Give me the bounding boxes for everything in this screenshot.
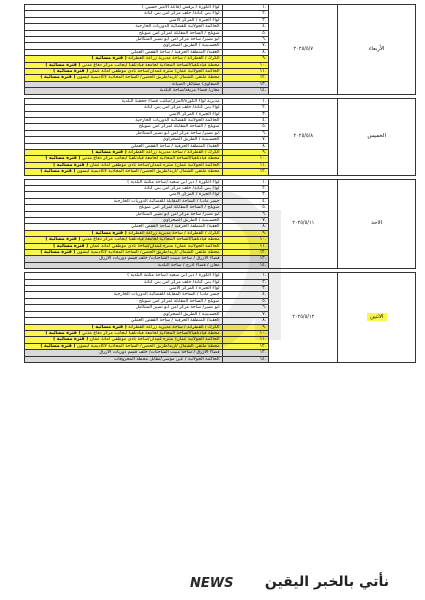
location-text: أبو نصير/ ساحة مركز امن أبو نصير المتكامل	[135, 211, 220, 217]
location-text: صويلح / الساحة المقابلة لمركز امن صويلح	[138, 298, 220, 304]
day-cell	[338, 98, 416, 175]
location-text: أبو نصير/ ساحة مركز امن أبو نصير المتكامل	[135, 37, 220, 43]
schedule-sheet	[24, 4, 416, 363]
location-text: الحاكمة الجولانية للقضائية الدوريات الخارجية	[135, 24, 220, 30]
day-name: الخميس	[367, 132, 387, 139]
row-number: .١١	[222, 337, 269, 343]
location-text: الكرك / القطرانة / ساحة مديرية زراعة القطرانة	[128, 149, 220, 155]
location-text: محطة قيادتلفيا/الساحة المحاذية لجامعة قيادتلفيا /بجانب مركز دفاع مدني	[81, 237, 220, 243]
row-number: .٥	[222, 124, 269, 130]
row-number: .٦	[222, 305, 269, 311]
location-text: قضاء الأزرق / ساحة مبيت الشاحنات/ خلف قسم دوريات الأزرق	[99, 350, 220, 356]
date-cell: ٢٠٢٥/٥/٧	[269, 5, 338, 95]
row-number: .٢	[222, 105, 269, 111]
location-text: الحاكمة الجولانية عمان/ متنزه غمدان/ساحة نادي موظفي أمانة عمان	[89, 69, 220, 75]
row-number: .٤	[222, 24, 269, 30]
row-number: .٧	[222, 218, 269, 224]
watermark-slogan: نأتي بالخبر اليقين	[264, 574, 389, 590]
location-cell	[25, 237, 223, 243]
row-number: .١١	[222, 69, 269, 75]
row-number: .٦	[222, 130, 269, 136]
location-text: لواء بني كنانة/ خلف مركز امن بني كنانة	[144, 185, 220, 191]
location-text: محطة ملتقى الشمال /اربد/طريق الحصن/ الساحة المحاذية لأكاديمية ايسون	[76, 75, 220, 81]
evening-period-label: ( فترة مسائية )	[53, 337, 89, 343]
location-text: لواء الجيزة / المركز الأمني	[168, 286, 220, 292]
schedule-table	[24, 4, 416, 363]
date-cell: ٢٠٢٥/٥/١٢	[269, 273, 338, 363]
evening-period-label: ( فترة مسائية )	[40, 169, 76, 175]
row-number: .١٠	[222, 156, 269, 162]
location-text: الكرك / القطرانة / ساحة مديرية زراعة القطرانة	[128, 324, 220, 330]
location-text: قضاء الأزرق / ساحة مبيت الشاحنات/ خلف قسم دوريات الأزرق	[99, 256, 220, 262]
location-text: أبو نصير/ ساحة مركز امن أبو نصير المتكامل	[135, 305, 220, 311]
row-number: .٣	[222, 192, 269, 198]
location-text: صويلح / الساحة المقابلة لمركز امن صويلح	[138, 205, 220, 211]
location-text: محطة ملتقى الشمال /اربد/طريق الحصن/ الساحة المحاذية لأكاديمية ايسون	[76, 343, 220, 349]
row-number: .١١	[222, 162, 269, 168]
location-text: لواء الكورة / برقش (قاعة الأمير حسين )	[142, 5, 220, 10]
row-number: .٢	[222, 11, 269, 17]
row-number: .٧	[222, 43, 269, 49]
location-text: الحاكمة الجولانية / عين موسى/مقابل محطة المحروقات	[113, 356, 220, 362]
location-cell	[25, 62, 223, 68]
schedule-body	[25, 5, 416, 363]
evening-period-label: ( فترة مسائية )	[91, 149, 127, 155]
row-number: .١	[222, 273, 269, 279]
location-text: جسر مادبا / الساحة المقابلة للقضائية الدوريات الخارجية	[113, 292, 220, 298]
location-text: الحسـينية / الطريق الصحراوي	[162, 43, 220, 49]
location-text: محطة قيادتلفيا/الساحة المحاذية لجامعة قيادتلفيا /بجانب مركز دفاع مدني	[81, 156, 220, 162]
evening-period-label: ( فترة مسائية )	[91, 56, 127, 62]
row-number: .٣	[222, 17, 269, 23]
row-number: .٩	[222, 56, 269, 62]
row-number: .١٣	[222, 256, 269, 262]
location-text: الحسـينية / الطريق الصحراوي	[162, 311, 220, 317]
evening-period-label: ( فترة مسائية )	[45, 156, 81, 162]
location-text: لواء الكورة / دير أبي سعيد (ساحة مكتبة البلدية )	[127, 179, 220, 185]
location-text: محطة ملتقى الشمال /اربد/طريق الحصن/ الساحة المحاذية لأكاديمية ايسون	[76, 250, 220, 256]
row-number: .٢	[222, 185, 269, 191]
row-number: .٣	[222, 111, 269, 117]
row-number: .٩	[222, 230, 269, 236]
location-text: لواء الجيزة / المركز الأمني	[168, 192, 220, 198]
location-text: محطة قيادتلفيا/الساحة المحاذية لجامعة قيادتلفيا /بجانب مركز دفاع مدني	[81, 62, 220, 68]
row-number: .١	[222, 5, 269, 11]
row-number: .١٢	[222, 250, 269, 256]
row-number: .٦	[222, 37, 269, 43]
location-text: الصفاوي/ مشاغل الصيانة	[171, 81, 220, 87]
location-text: العقبة/ المنطقة الحرفية / ساحة القفص العملي	[130, 49, 220, 55]
row-number: .١٤	[222, 262, 269, 268]
location-text: جسر مادبا / الساحة المقابلة للقضائية الدوريات الخارجية	[113, 198, 220, 204]
row-number: .١٣	[222, 350, 269, 356]
row-number: .٤	[222, 292, 269, 298]
location-text: لواء بني كنانة/ خلف مركز امن بني كنانة	[144, 11, 220, 17]
location-text: معان / قضاء اذرح / ساحة البلدية	[157, 262, 220, 268]
location-text: محطة ملتقى الشمال /اربد/طريق الحصن/ الساحة المحاذية لأكاديمية ايسون	[76, 169, 220, 175]
evening-period-label: ( فترة مسائية )	[45, 237, 81, 243]
location-cell	[25, 69, 223, 75]
evening-period-label: ( فترة مسائية )	[40, 75, 76, 81]
row-number: .٥	[222, 205, 269, 211]
row-number: .٧	[222, 137, 269, 143]
row-number: .٨	[222, 318, 269, 324]
location-text: صويلح / الساحة المقابلة لمركز امن صويلح	[138, 30, 220, 36]
location-text: الحاكمة الجولانية عمان/ متنزه غمدان/ساحة نادي موظفي أمانة عمان	[89, 243, 220, 249]
row-number: .١٤	[222, 356, 269, 362]
location-cell	[25, 156, 223, 162]
evening-period-label: ( فترة مسائية )	[53, 162, 89, 168]
location-cell	[25, 243, 223, 249]
location-text: الكرك / القطرانة / ساحة مديرية زراعة القطرانة	[128, 230, 220, 236]
location-cell	[25, 75, 223, 81]
row-number: .١٠	[222, 330, 269, 336]
location-text: الحاكمة الجولانية للقضائية الدوريات الخارجية	[135, 117, 220, 123]
location-text: العقبة/ المنطقة الحرفية / ساحة القفص العملي	[130, 318, 220, 324]
evening-period-label: ( فترة مسائية )	[91, 230, 127, 236]
row-number: .١٢	[222, 75, 269, 81]
location-text: مديرية لواء الكورة/المزار/مكتب قضاء جحفية البلدية	[121, 98, 220, 104]
evening-period-label: ( فترة مسائية )	[40, 250, 76, 256]
evening-period-label: ( فترة مسائية )	[40, 343, 76, 349]
row-number: .١	[222, 98, 269, 104]
row-number: .١٤	[222, 88, 269, 94]
row-number: .٧	[222, 311, 269, 317]
row-number: .٤	[222, 117, 269, 123]
row-number: .١٢	[222, 343, 269, 349]
location-cell	[25, 337, 223, 343]
day-cell	[338, 179, 416, 269]
location-text: لواء بني كنانة/ خلف مركز امن بني كنانة	[144, 105, 220, 111]
row-number: .١١	[222, 243, 269, 249]
location-text: معان/ قضاء مريغة/ساحة البلدية	[159, 88, 220, 94]
location-text: لواء الجيزة / المركز الأمني	[168, 17, 220, 23]
location-cell	[25, 162, 223, 168]
watermark-brand: NEWS	[190, 576, 234, 591]
row-number: .٢	[222, 279, 269, 285]
location-text: العقبة/ المنطقة الحرفية / ساحة القفص العملي	[130, 143, 220, 149]
location-cell	[25, 343, 223, 349]
location-cell	[25, 250, 223, 256]
evening-period-label: ( فترة مسائية )	[45, 330, 81, 336]
evening-period-label: ( فترة مسائية )	[91, 324, 127, 330]
date-cell: ٢٠٢٥/٥/١١	[269, 179, 338, 269]
row-number: .٣	[222, 286, 269, 292]
day-name: الاحد	[371, 220, 383, 227]
row-number: .٦	[222, 211, 269, 217]
day-name: الأربعاء	[368, 45, 385, 52]
location-text: محطة قيادتلفيا/الساحة المحاذية لجامعة قيادتلفيا /بجانب مركز دفاع مدني	[81, 330, 220, 336]
row-number: .٤	[222, 198, 269, 204]
day-cell	[338, 273, 416, 363]
row-number: .١٢	[222, 169, 269, 175]
row-number: .٩	[222, 324, 269, 330]
row-number: .٥	[222, 30, 269, 36]
date-cell: ٢٠٢٥/٥/٨	[269, 98, 338, 175]
row-number: .١٣	[222, 81, 269, 87]
location-text: الحسـينية / الطريق الصحراوي	[162, 137, 220, 143]
location-text: العقبة/ المنطقة الحرفية / ساحة القفص العملي	[130, 224, 220, 230]
location-text: الحسـينية / الطريق الصحراوي	[162, 218, 220, 223]
row-number: .١	[222, 179, 269, 185]
row-number: .٨	[222, 143, 269, 149]
day-cell	[338, 5, 416, 95]
location-text: صويلح / الساحة المقابلة لمركز امن صويلح	[138, 124, 220, 130]
location-cell	[25, 169, 223, 175]
location-cell	[25, 356, 223, 362]
evening-period-label: ( فترة مسائية )	[53, 243, 89, 249]
evening-period-label: ( فترة مسائية )	[53, 69, 89, 75]
location-text: لواء الجيزة / المركز الأمني	[168, 111, 220, 117]
location-text: أبو نصير/ ساحة مركز امن أبو نصير المتكامل	[135, 130, 220, 136]
evening-period-label: ( فترة مسائية )	[45, 62, 81, 68]
row-number: .٩	[222, 149, 269, 155]
day-name: الاثنين	[367, 313, 387, 321]
location-cell	[25, 330, 223, 336]
row-number: .٥	[222, 298, 269, 304]
location-text: الحاكمة الجولانية عمان/ متنزه غمدان/ساحة نادي موظفي أمانة عمان	[89, 162, 220, 168]
location-text: الحاكمة الجولانية عمان/ متنزه غمدان/ساحة نادي موظفي أمانة عمان	[89, 337, 220, 343]
location-text: لواء الكورة / دير أبي سعيد (ساحة مكتبة البلدية )	[127, 273, 220, 279]
row-number: .٨	[222, 49, 269, 55]
location-text: الكرك / القطرانة / ساحة مديرية زراعة القطرانة	[128, 56, 220, 62]
row-number: .١٠	[222, 62, 269, 68]
row-number: .١٠	[222, 237, 269, 243]
row-number: .٨	[222, 224, 269, 230]
location-text: لواء بني كنانة/ خلف مركز امن بني كنانة	[144, 279, 220, 285]
